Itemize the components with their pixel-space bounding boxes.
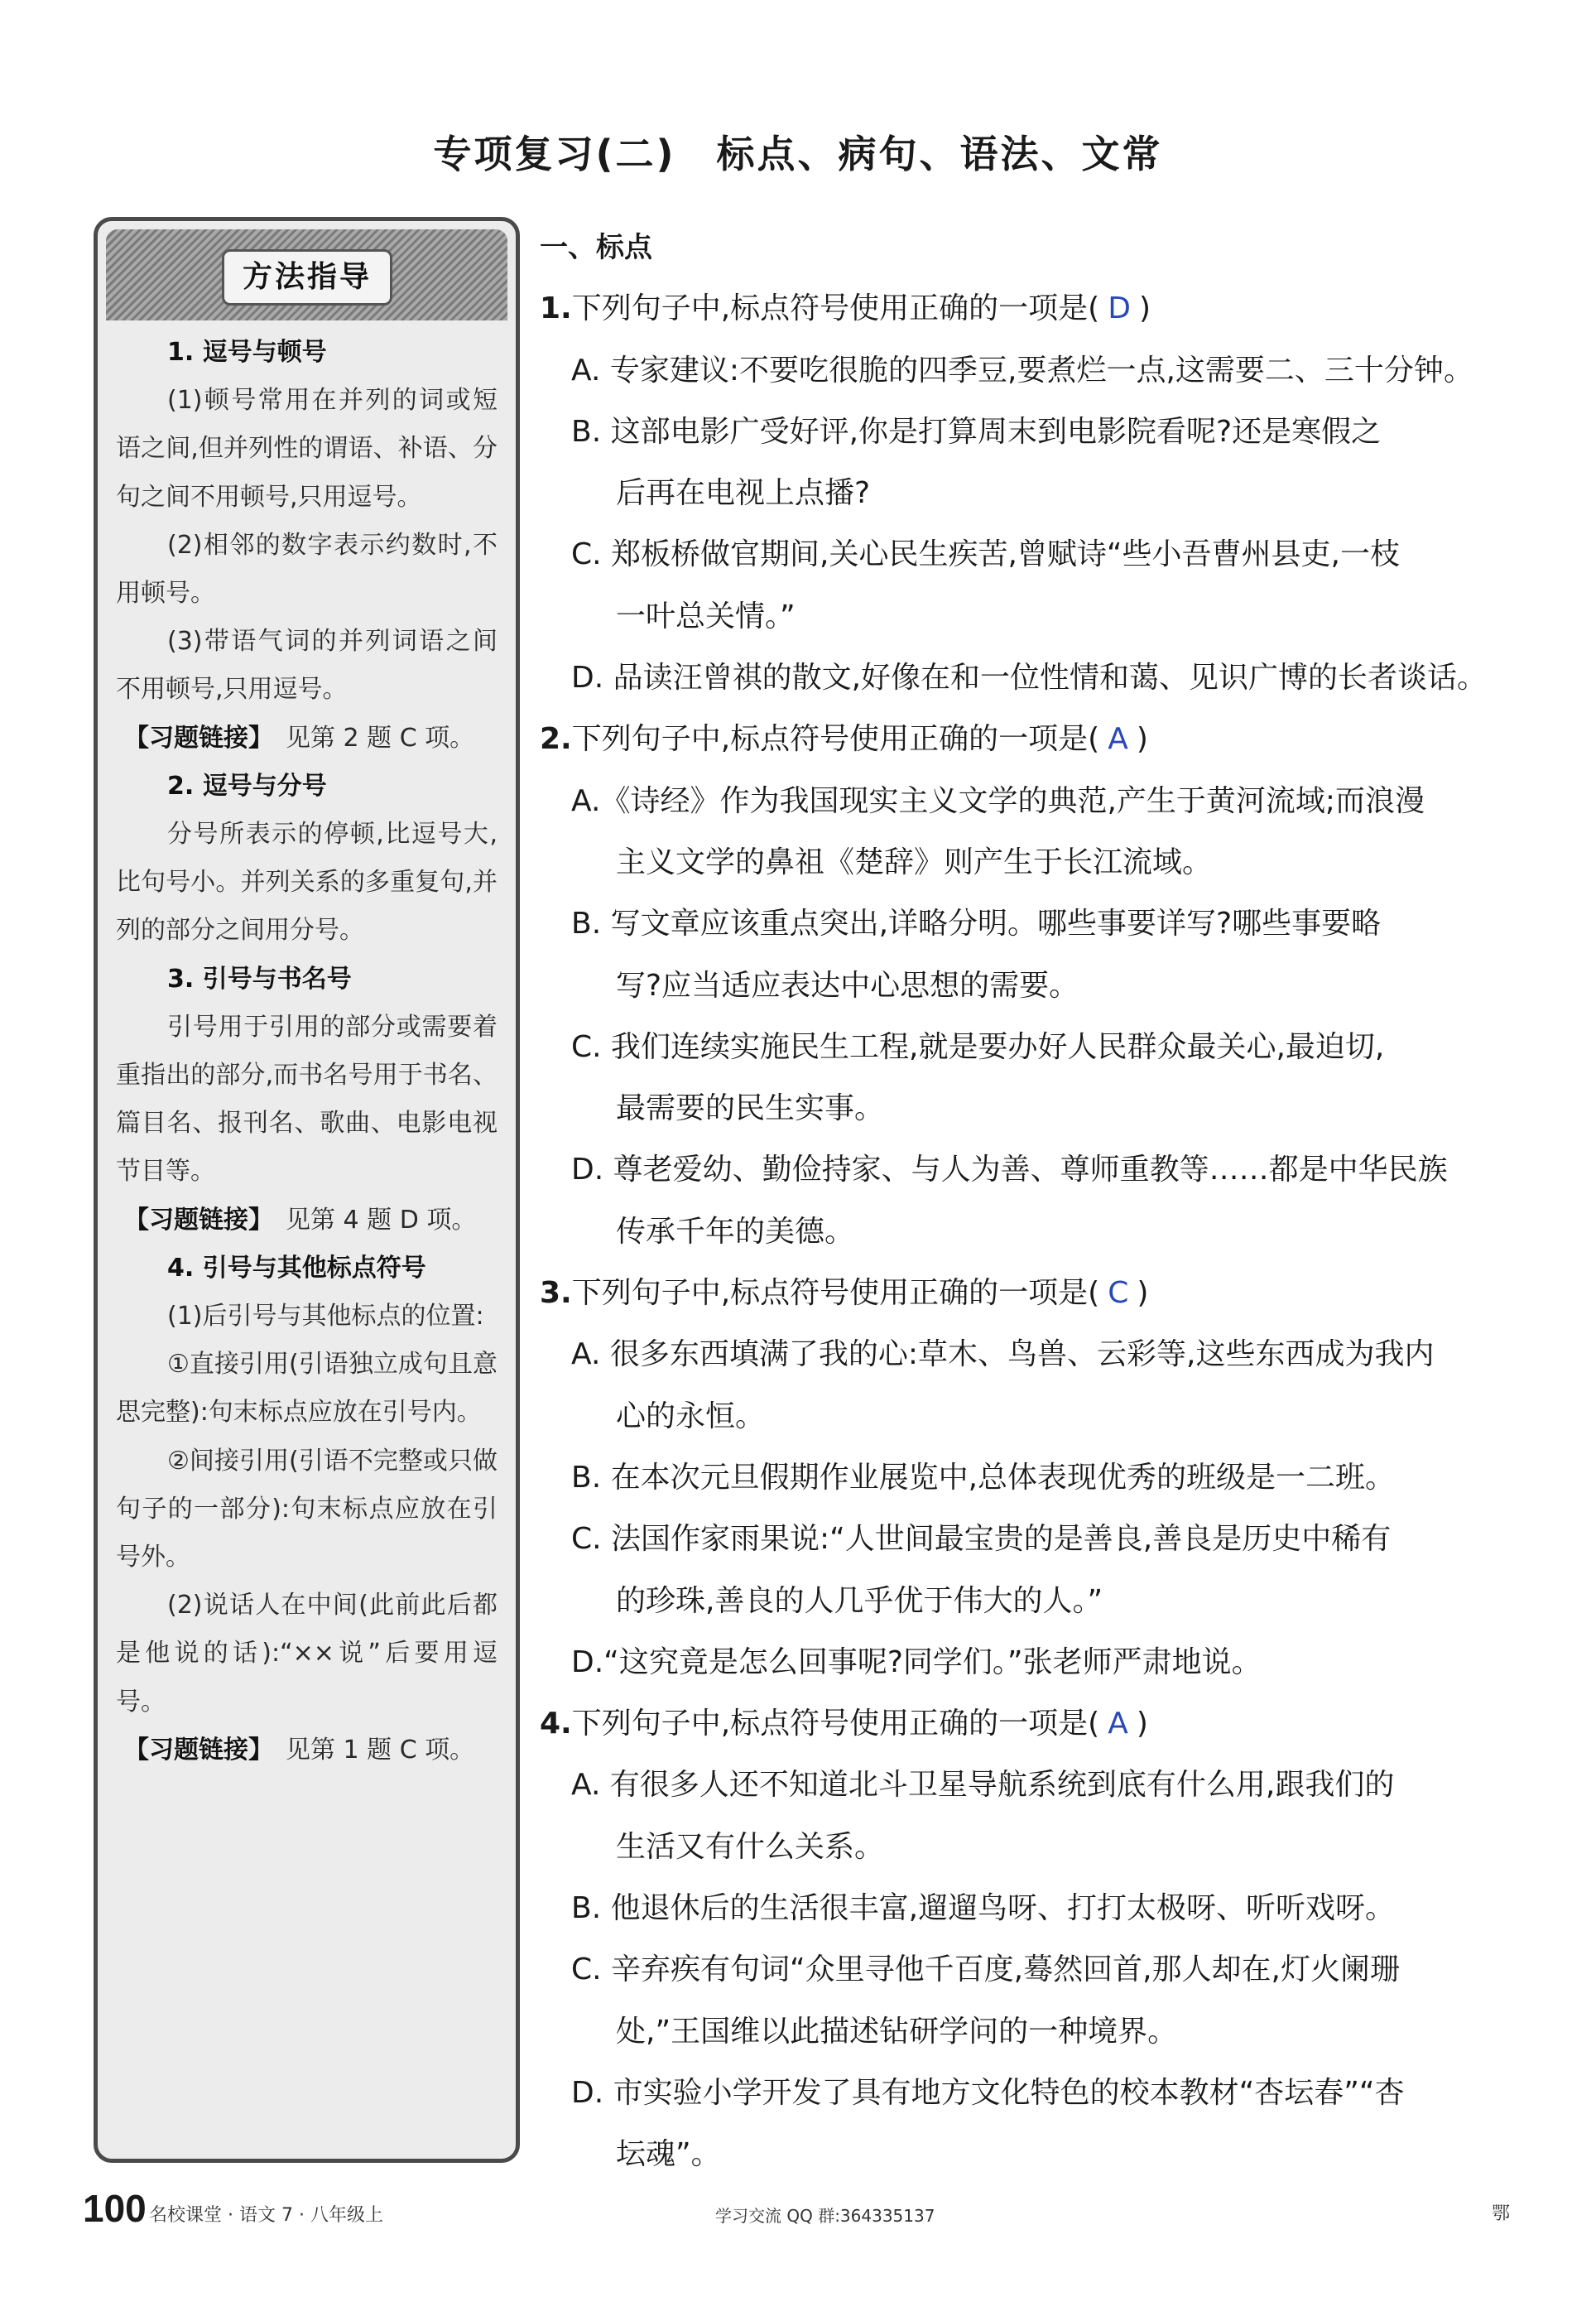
answer-option: A.《诗经》作为我国现实主义文学的典范,产生于黄河流域;而浪漫 xyxy=(571,783,1425,818)
answer-option: A. 专家建议:不要吃很脆的四季豆,要煮烂一点,这需要二、三十分钟。 xyxy=(571,353,1473,388)
question-text: 下列句子中,标点符号使用正确的一项是( xyxy=(571,291,1100,326)
guide-paragraph: 引号用于引用的部分或需要着重指出的部分,而书名号用于书名、篇目名、报刊名、歌曲、电影电视节目等。 xyxy=(116,1012,498,1187)
answer-option: B. 写文章应该重点突出,详略分明。哪些事要详写?哪些事要略 xyxy=(571,907,1382,941)
answer-option-continued: 传承千年的美德。 xyxy=(616,1214,855,1249)
answer-option: C. 郑板桥做官期间,关心民生疾苦,曾赋诗“些小吾曹州县吏,一枝 xyxy=(571,537,1401,572)
answer-option: C. 法国作家雨果说:“人世间最宝贵的是善良,善良是历史中稀有 xyxy=(571,1522,1392,1557)
answer-option: D. 尊老爱幼、勤俭持家、与人为善、尊师重教等……都是中华民族 xyxy=(571,1153,1448,1187)
answer-option: B. 在本次元旦假期作业展览中,总体表现优秀的班级是一二班。 xyxy=(571,1460,1396,1495)
qq-group-info: 学习交流 QQ 群:364335137 xyxy=(715,2206,935,2226)
answer-option: B. 他退休后的生活很丰富,遛遛鸟呀、打打太极呀、听听戏呀。 xyxy=(571,1891,1396,1926)
answer-option-continued: 的珍珠,善良的人几乎优于伟大的人。” xyxy=(616,1583,1103,1618)
sidebar-header xyxy=(106,229,507,320)
guide-subheading: 1. 逗号与顿号 xyxy=(167,338,327,367)
exercise-link-tag: 【习题链接】 xyxy=(124,723,261,753)
answer-option-continued: 主义文学的鼻祖《楚辞》则产生于长江流域。 xyxy=(616,845,1213,879)
answer-option: A. 有很多人还不知道北斗卫星导航系统到底有什么用,跟我们的 xyxy=(571,1768,1395,1803)
answer-option: C. 辛弃疾有句词“众里寻他千百度,蓦然回首,那人却在,灯火阑珊 xyxy=(571,1953,1401,1987)
exercise-link xyxy=(116,1197,498,1245)
question-stem xyxy=(540,1693,1517,1755)
answer-option-continued: 坛魂”。 xyxy=(616,2137,721,2172)
book-source: 名校课堂 · 语文 7 · 八年级上 xyxy=(149,2205,383,2226)
sidebar-header-label: 方法指导 xyxy=(222,249,392,306)
exercise-link-text: 见第 1 题 C 项。 xyxy=(261,1735,475,1765)
question-number: 2. xyxy=(540,722,572,757)
question-text: 下列句子中,标点符号使用正确的一项是( xyxy=(571,722,1100,757)
answer-option-continued: 心的永恒。 xyxy=(616,1399,766,1433)
guide-paragraph: (2)相邻的数字表示约数时,不用顿号。 xyxy=(116,530,498,609)
answer-option: A. 很多东西填满了我的心:草木、鸟兽、云彩等,这些东西成为我内 xyxy=(571,1337,1435,1372)
question-number: 4. xyxy=(540,1707,572,1741)
answer-mark: C xyxy=(1108,1276,1129,1311)
guide-paragraph: 分号所表示的停顿,比逗号大,比句号小。并列关系的多重复句,并列的部分之间用分号。 xyxy=(116,820,498,946)
guide-paragraph: (2)说话人在中间(此前此后都是他说的话):“××说”后要用逗号。 xyxy=(116,1591,498,1717)
answer-option-continued: 写?应当适应表达中心思想的需要。 xyxy=(616,968,1079,1003)
answer-option: D. 市实验小学开发了具有地方文化特色的校本教材“杏坛春”“杏 xyxy=(571,2075,1405,2110)
answer-option-continued: 生活又有什么关系。 xyxy=(616,1829,885,1864)
question-number: 1. xyxy=(540,291,572,326)
exercise-link xyxy=(116,1726,498,1774)
guide-subheading: 4. 引号与其他标点符号 xyxy=(167,1253,426,1283)
question-close: ) xyxy=(1138,291,1151,326)
guide-paragraph: ②间接引用(引语不完整或只做句子的一部分):句末标点应放在引号外。 xyxy=(116,1446,498,1572)
question-number: 3. xyxy=(540,1276,572,1311)
question-stem xyxy=(540,278,1517,339)
question-close: ) xyxy=(1136,1707,1148,1741)
exercise-content xyxy=(540,217,1517,2186)
answer-option: D.“这究竟是怎么回事呢?同学们。”张老师严肃地说。 xyxy=(571,1644,1262,1679)
method-guide-sidebar xyxy=(94,217,520,2163)
answer-mark: A xyxy=(1108,1707,1128,1741)
answer-option-continued: 一叶总关情。” xyxy=(616,599,796,633)
question-close: ) xyxy=(1137,1276,1149,1311)
guide-paragraph: (1)后引号与其他标点的位置: xyxy=(167,1302,484,1331)
answer-option: C. 我们连续实施民生工程,就是要办好人民群众最关心,最迫切, xyxy=(571,1029,1385,1064)
region-mark: 鄂 xyxy=(1492,2203,1511,2224)
guide-subheading: 2. 逗号与分号 xyxy=(167,771,327,801)
answer-option: D. 品读汪曾祺的散文,好像在和一位性情和蔼、见识广博的长者谈话。 xyxy=(571,661,1488,696)
sidebar-body xyxy=(116,329,498,1774)
guide-paragraph: (1)顿号常用在并列的词或短语之间,但并列性的谓语、补语、分句之间不用顿号,只用逗号。 xyxy=(116,386,498,512)
section-heading: 一、标点 xyxy=(540,231,652,264)
guide-subheading: 3. 引号与书名号 xyxy=(167,964,352,994)
answer-option: B. 这部电影广受好评,你是打算周末到电影院看呢?还是寒假之 xyxy=(571,414,1382,449)
question-text: 下列句子中,标点符号使用正确的一项是( xyxy=(571,1707,1100,1741)
question-stem xyxy=(540,1263,1517,1324)
answer-mark: D xyxy=(1108,291,1131,326)
exercise-link-text: 见第 4 题 D 项。 xyxy=(261,1205,477,1235)
answer-option-continued: 最需要的民生实事。 xyxy=(616,1091,885,1126)
page-number: 100 xyxy=(83,2187,147,2230)
question-stem xyxy=(540,709,1517,770)
guide-paragraph: ①直接引用(引语独立成句且意思完整):句末标点应放在引号内。 xyxy=(116,1350,498,1428)
exercise-link-tag: 【习题链接】 xyxy=(124,1735,261,1765)
answer-option-continued: 后再在电视上点播? xyxy=(616,476,871,511)
question-text: 下列句子中,标点符号使用正确的一项是( xyxy=(571,1276,1100,1311)
answer-option-continued: 处,”王国维以此描述钻研学问的一种境界。 xyxy=(616,2014,1178,2049)
page-title: 专项复习(二) 标点、病句、语法、文常 xyxy=(433,132,1163,176)
guide-paragraph: (3)带语气词的并列词语之间不用顿号,只用逗号。 xyxy=(116,627,498,705)
answer-mark: A xyxy=(1108,722,1128,757)
exercise-link-text: 见第 2 题 C 项。 xyxy=(261,723,475,753)
question-close: ) xyxy=(1136,722,1148,757)
exercise-link xyxy=(116,715,498,763)
exercise-link-tag: 【习题链接】 xyxy=(124,1205,261,1235)
